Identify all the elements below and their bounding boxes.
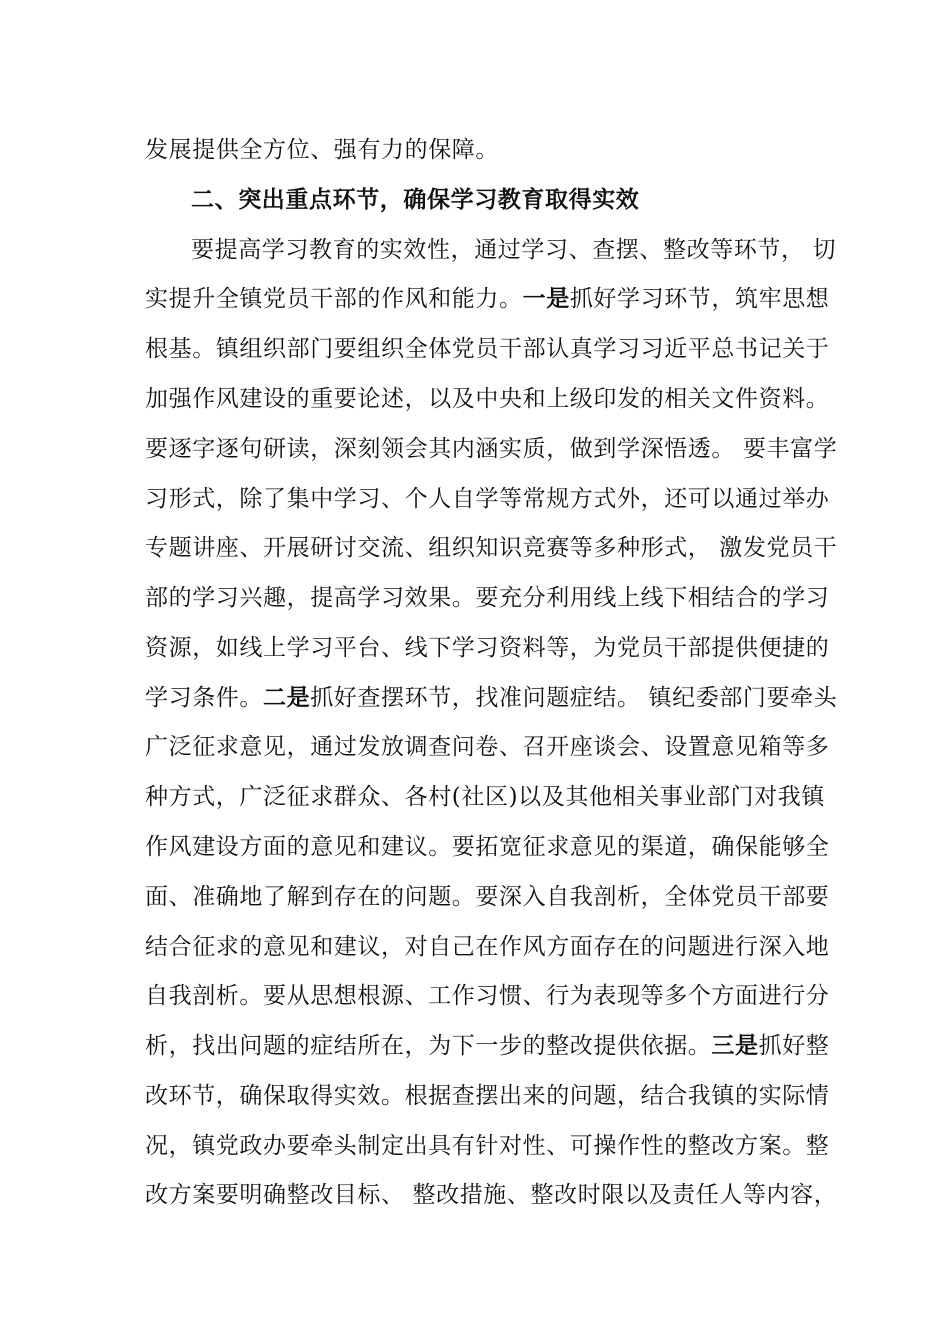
paragraph-line (145, 279, 830, 319)
text-run: 根基。镇组织部门要组织全体党员干部认真学习习近平总书记关于 (145, 336, 830, 362)
emphasis-label: 一是 (522, 285, 570, 312)
text-run: 部的学习兴趣，提高学习效果。要充分利用线上线下相结合的学习 (145, 585, 830, 611)
text-run: 面、准确地了解到存在的问题。要深入自我剖析，全体党员干部要 (145, 884, 830, 910)
paragraph-line (145, 130, 499, 170)
paragraph-line (145, 1175, 838, 1215)
text-run: 发展提供全方位、强有力的保障。 (145, 137, 499, 163)
paragraph-line (191, 230, 837, 270)
emphasis-label: 三是 (711, 1032, 759, 1059)
paragraph-line (145, 976, 830, 1016)
paragraph-line (145, 429, 838, 469)
text-run: 专题讲座、开展研讨交流、组织知识竞赛等多种形式， 激发党员干 (145, 535, 838, 561)
text-run: 要提高学习教育的实效性，通过学习、查摆、整改等环节， 切 (191, 237, 837, 263)
paragraph-line (145, 578, 830, 618)
paragraph-line (145, 727, 830, 767)
emphasis-label: 二是 (263, 684, 311, 711)
paragraph-line (145, 1026, 830, 1066)
section-heading (191, 180, 640, 220)
paragraph-line (145, 479, 830, 519)
text-run: 资源，如线上学习平台、线下学习资料等，为党员干部提供便捷的 (145, 635, 830, 661)
paragraph-line (145, 777, 825, 817)
text-run: 学习条件。 (145, 685, 263, 711)
paragraph-line (145, 877, 830, 917)
paragraph-line (145, 628, 830, 668)
text-run: 自我剖析。要从思想根源、工作习惯、行为表现等多个方面进行分 (145, 983, 830, 1009)
text-run: 改环节，确保取得实效。根据查摆出来的问题，结合我镇的实际情 (145, 1083, 830, 1109)
paragraph-line (145, 1126, 830, 1166)
paragraph-line (145, 678, 838, 718)
text-run: 实提升全镇党员干部的作风和能力。 (145, 286, 523, 312)
paragraph-line (145, 927, 830, 967)
text-run: 析，找出问题的症结所在，为下一步的整改提供依据。 (145, 1033, 712, 1059)
paragraph-line (145, 379, 830, 419)
text-run: 改方案要明确整改目标、 整改措施、整改时限以及责任人等内容， (145, 1182, 838, 1208)
text-run: 种方式，广泛征求群众、各村(社区)以及其他相关事业部门对我镇 (145, 784, 825, 810)
text-run: 抓好整 (758, 1033, 830, 1059)
text-run: 抓好查摆环节，找准问题症结。 镇纪委部门要牵头 (310, 685, 838, 711)
text-run: 要逐字逐句研读，深刻领会其内涵实质，做到学深悟透。 要丰富学 (145, 436, 838, 462)
text-run: 作风建设方面的意见和建议。要拓宽征求意见的渠道，确保能够全 (145, 834, 830, 860)
paragraph-line (145, 329, 830, 369)
emphasis-label: 二、突出重点环节，确保学习教育取得实效 (191, 186, 640, 213)
text-run: 广泛征求意见，通过发放调查问卷、召开座谈会、设置意见箱等多 (145, 734, 830, 760)
text-run: 况，镇党政办要牵头制定出具有针对性、可操作性的整改方案。整 (145, 1133, 830, 1159)
paragraph-line (145, 1076, 830, 1116)
paragraph-line (145, 528, 838, 568)
text-run: 抓好学习环节，筑牢思想 (569, 286, 830, 312)
text-run: 结合征求的意见和建议，对自己在作风方面存在的问题进行深入地 (145, 934, 830, 960)
text-run: 习形式，除了集中学习、个人自学等常规方式外，还可以通过举办 (145, 486, 830, 512)
text-run: 加强作风建设的重要论述，以及中央和上级印发的相关文件资料。 (145, 386, 830, 412)
paragraph-line (145, 827, 830, 867)
